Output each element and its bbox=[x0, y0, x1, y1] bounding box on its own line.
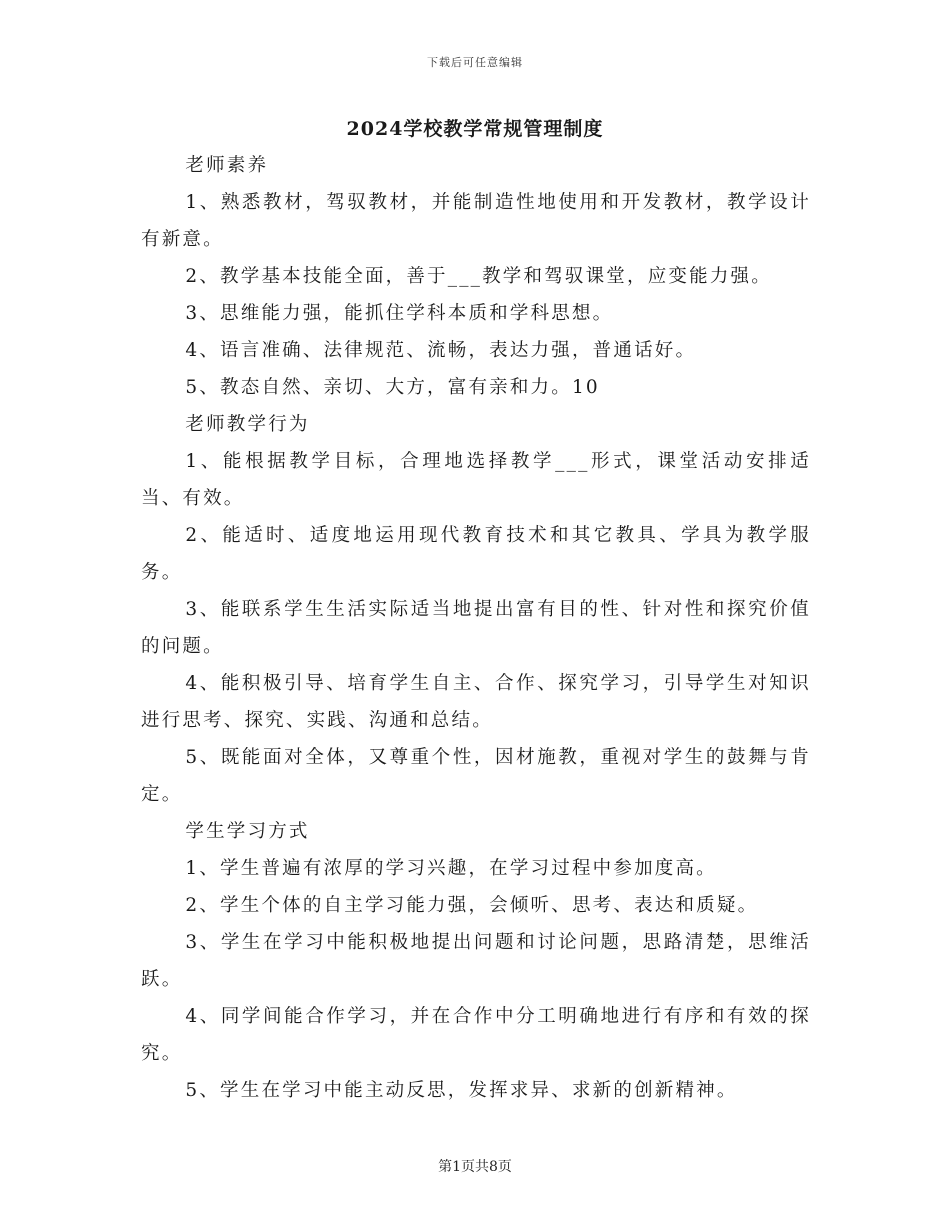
paragraph: 3、能联系学生生活实际适当地提出富有目的性、针对性和探究价值的问题。 bbox=[141, 599, 811, 657]
paragraph: 5、教态自然、亲切、大方，富有亲和力。10 bbox=[185, 377, 600, 398]
section-heading-student-learning: 学生学习方式 bbox=[185, 821, 310, 842]
paragraph: 1、熟悉教材，驾驭教材，并能制造性地使用和开发教材，教学设计有新意。 bbox=[141, 192, 811, 250]
paragraph: 2、教学基本技能全面，善于___教学和驾驭课堂，应变能力强。 bbox=[185, 266, 772, 287]
paragraph: 5、既能面对全体，又尊重个性，因材施教，重视对学生的鼓舞与肯定。 bbox=[141, 747, 811, 805]
document-title: 2024学校教学常规管理制度 bbox=[346, 118, 604, 140]
paragraph: 5、学生在学习中能主动反思，发挥求异、求新的创新精神。 bbox=[185, 1080, 738, 1101]
paragraph: 2、能适时、适度地运用现代教育技术和其它教具、学具为教学服务。 bbox=[141, 525, 811, 583]
section-heading-teacher-behavior: 老师教学行为 bbox=[185, 414, 310, 435]
page-number: 第1页共8页 bbox=[438, 1159, 512, 1175]
paragraph: 3、学生在学习中能积极地提出问题和讨论问题，思路清楚，思维活跃。 bbox=[141, 932, 811, 990]
paragraph: 1、能根据教学目标，合理地选择教学___形式，课堂活动安排适当、有效。 bbox=[141, 451, 811, 509]
section-heading-teacher-quality: 老师素养 bbox=[185, 155, 269, 176]
document-body bbox=[141, 147, 811, 1109]
paragraph: 4、能积极引导、培育学生自主、合作、探究学习，引导学生对知识进行思考、探究、实践、沟通和总结。 bbox=[141, 673, 811, 731]
paragraph: 1、学生普遍有浓厚的学习兴趣，在学习过程中参加度高。 bbox=[185, 858, 717, 879]
header-note: 下载后可任意编辑 bbox=[427, 56, 523, 69]
paragraph: 3、思维能力强，能抓住学科本质和学科思想。 bbox=[185, 303, 614, 324]
paragraph: 4、同学间能合作学习，并在合作中分工明确地进行有序和有效的探究。 bbox=[141, 1006, 811, 1064]
paragraph: 2、学生个体的自主学习能力强，会倾听、思考、表达和质疑。 bbox=[185, 895, 759, 916]
paragraph: 4、语言准确、法律规范、流畅，表达力强，普通话好。 bbox=[185, 340, 697, 361]
